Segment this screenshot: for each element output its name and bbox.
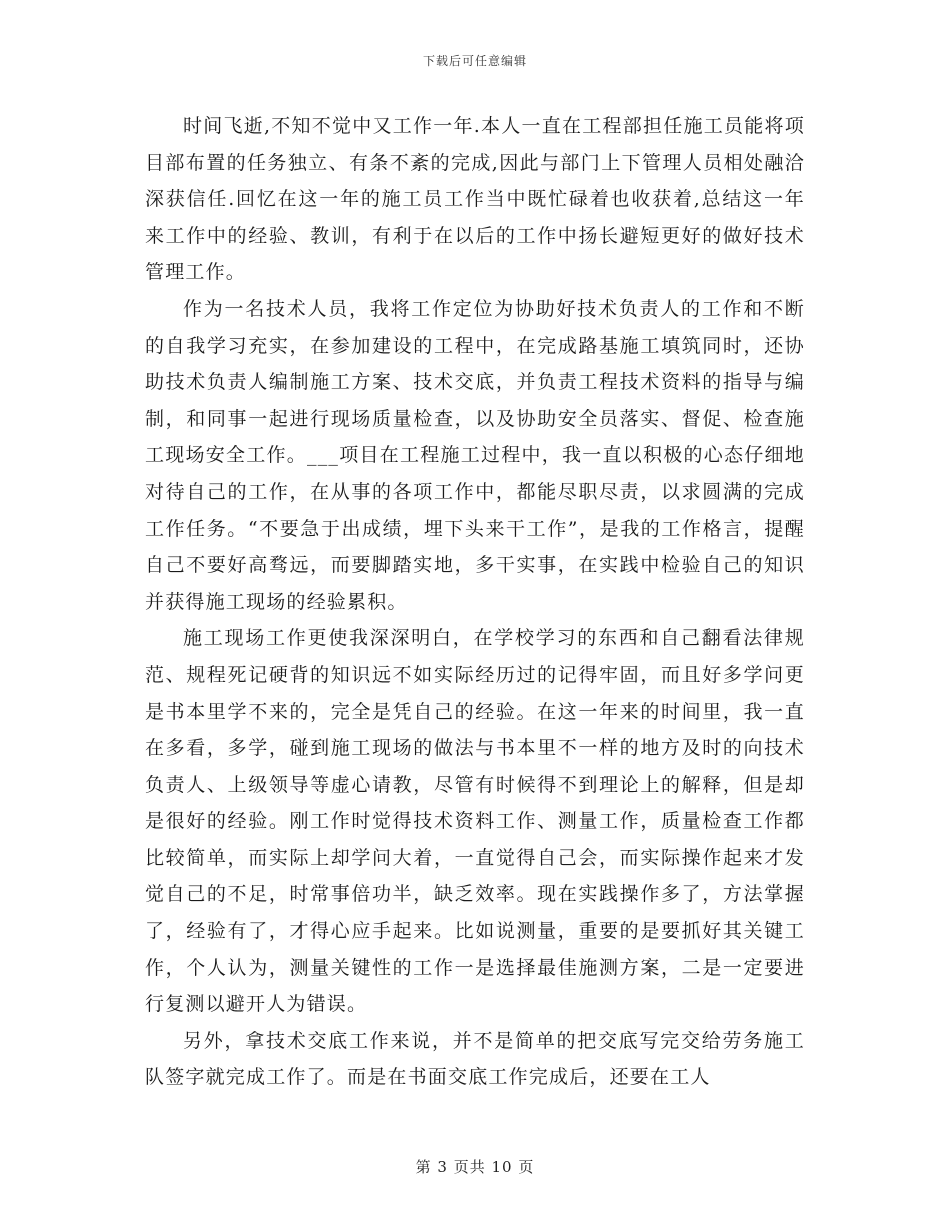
paragraph-1: 时间飞逝,不知不觉中又工作一年.本人一直在工程部担任施工员能将项目部布置的任务独立、有条不紊的完成,因此与部门上下管理人员相处融洽深获信任.回忆在这一年的施工员工作当中既忙碌着也收获着,总结这一年来工作中的经验、教训，有利于在以后的工作中扬长避短更好的做好技术管理工作。 — [145, 115, 805, 284]
document-body — [145, 108, 805, 1096]
paragraph-2: 作为一名技术人员，我将工作定位为协助好技术负责人的工作和不断的自我学习充实，在参加建设的工程中，在完成路基施工填筑同时，还协助技术负责人编制施工方案、技术交底，并负责工程技术资料的指导与编制，和同事一起进行现场质量检查，以及协助安全员落实、督促、检查施工现场安全工作。___项目在工程施工过程中，我一直以积极的心态仔细地对待自己的工作，在从事的各项工作中，都能尽职尽责，以求圆满的完成工作任务。“不要急于出成绩，埋下头来干工作”，是我的工作格言，提醒自己不要好高骛远，而要脚踏实地，多干实事，在实践中检验自己的知识并获得施工现场的经验累积。 — [145, 297, 805, 613]
page-header: 下载后可任意编辑 — [422, 54, 527, 68]
page-number: 第 3 页共 10 页 — [415, 1158, 535, 1176]
paragraph-3: 施工现场工作更使我深深明白，在学校学习的东西和自己翻看法律规范、规程死记硬背的知识远不如实际经历过的记得牢固，而且好多学问更是书本里学不来的，完全是凭自己的经验。在这一年来的时间里，我一直在多看，多学，碰到施工现场的做法与书本里不一样的地方及时的向技术负责人、上级领导等虚心请教，尽管有时候得不到理论上的解释，但是却是很好的经验。刚工作时觉得技术资料工作、测量工作，质量检查工作都比较简单，而实际上却学问大着，一直觉得自己会，而实际操作起来才发觉自己的不足，时常事倍功半，缺乏效率。现在实践操作多了，方法掌握了，经验有了，才得心应手起来。比如说测量，重要的是要抓好其关键工作，个人认为，测量关键性的工作一是选择最佳施测方案，二是一定要进行复测以避开人为错误。 — [145, 627, 805, 1016]
paragraph-4: 另外，拿技术交底工作来说，并不是简单的把交底写完交给劳务施工队签字就完成工作了。而是在书面交底工作完成后，还要在工人 — [145, 1029, 805, 1089]
